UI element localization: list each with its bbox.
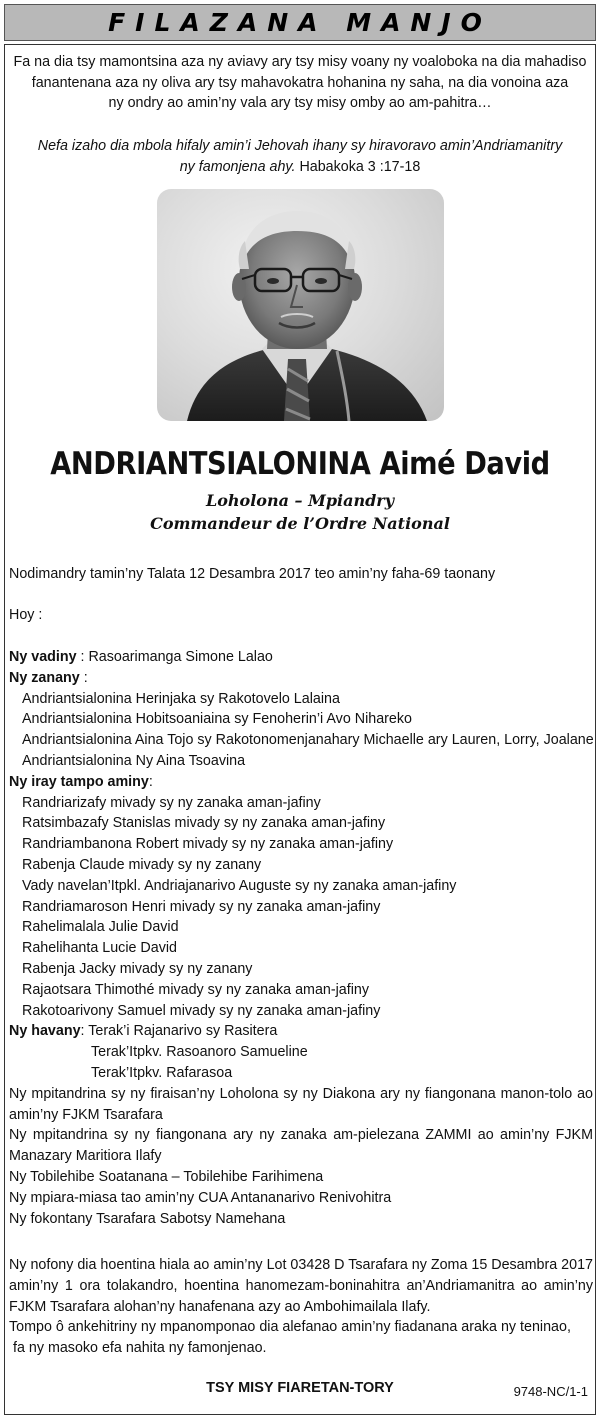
list-item: Rakotoarivony Samuel mivady sy ny zanaka aman-jafiny	[22, 1002, 381, 1019]
relatives-header	[9, 1021, 593, 1042]
reference-code: 9748-NC/1-1	[513, 1384, 588, 1399]
intro-verse	[8, 52, 592, 114]
list-item: Ny mpitandrina sy ny fiangonana ary ny zanaka am-pielezana ZAMMI ao amin’ny FJKM Manazary Maritiora Ilafy	[9, 1127, 593, 1165]
list-item: Ny mpitandrina sy ny firaisan’ny Loholona sy ny Diakona ary ny fiangonana manon-tolo ao amin’ny FJKM Tsarafara	[9, 1085, 593, 1123]
children-label: Ny zanany	[9, 669, 80, 686]
spouse-row	[9, 647, 593, 668]
intro-line: fanantenana aza ny oliva ary tsy mahavokatra hohanina ny saha, na dia vonoina aza	[31, 74, 569, 91]
intro-line: ny ondry ao amin’ny vala ary tsy misy omby ao am-pahitra…	[108, 95, 492, 111]
portrait-image	[157, 189, 444, 421]
children-header	[9, 668, 593, 689]
verse-line	[8, 157, 592, 178]
death-notice: Nodimandry tamin’ny Talata 12 Desambra 2017 teo amin’ny faha-69 taonany	[9, 566, 496, 582]
bible-verse	[8, 136, 592, 178]
siblings-header	[9, 772, 593, 793]
relatives-first: : Terak’i Rajanarivo sy Rasitera	[80, 1023, 278, 1040]
portrait-photo	[157, 189, 444, 421]
verse-reference: Habakoka 3 :17-18	[295, 159, 421, 175]
deceased-honor: Commandeur de l’Ordre National	[150, 514, 450, 533]
list-item: Rabenja Claude mivady sy ny zanany	[22, 856, 262, 873]
verse-text: ny famonjena ahy.	[179, 159, 296, 175]
children-sep: :	[79, 669, 88, 686]
siblings-label: Ny iray tampo aminy	[9, 773, 149, 790]
list-item: Terak’Itpkv. Rasoanoro Samueline	[91, 1044, 308, 1061]
hoy-label: Hoy :	[9, 607, 43, 623]
list-item: Rahelihanta Lucie David	[22, 940, 177, 957]
list-item: Randriambanona Robert mivady sy ny zanaka aman-jafiny	[22, 836, 394, 853]
siblings-sep: :	[148, 773, 153, 790]
list-item: Randriamaroson Henri mivady sy ny zanaka aman-jafiny	[22, 898, 381, 915]
list-item: Terak’Itpkv. Rafarasoa	[91, 1064, 233, 1081]
closing-prayer-line: fa ny masoko efa nahita ny famonjenao.	[9, 1340, 267, 1357]
list-item: Andriantsialonina Ny Aina Tsoavina	[22, 752, 246, 769]
list-item: Andriantsialonina Herinjaka sy Rakotovelo Lalaina	[22, 690, 340, 707]
list-item: Rabenja Jacky mivady sy ny zanany	[22, 960, 253, 977]
intro-line: Fa na dia tsy mamontsina aza ny aviavy ary tsy misy voany ny voaloboka na dia mahadiso	[13, 54, 587, 70]
closing-prayer-line: Tompo ô ankehitriny ny mpanomponao dia alefanao amin’ny fiadanana araka ny teninao,	[9, 1319, 571, 1336]
list-item: Ny mpiara-miasa tao amin’ny CUA Antananarivo Renivohitra	[9, 1189, 392, 1206]
deceased-title: Loholona – Mpiandry	[205, 491, 394, 510]
header-title: FILAZANA MANJO	[108, 8, 492, 37]
no-wake-notice: TSY MISY FIARETAN-TORY	[206, 1380, 394, 1396]
spouse-label: Ny vadiny	[9, 649, 77, 665]
list-item: Ny Tobilehibe Soatanana – Tobilehibe Farihimena	[9, 1168, 324, 1185]
spouse-value: : Rasoarimanga Simone Lalao	[76, 649, 273, 665]
list-item: Andriantsialonina Aina Tojo sy Rakotonomenjanahary Michaelle ary Lauren, Lorry, Joalane	[22, 732, 594, 749]
verse-line: Nefa izaho dia mbola hifaly amin’i Jehovah ihany sy hiravoravo amin’Andriamanitry	[37, 138, 563, 154]
funeral-details	[9, 1255, 593, 1359]
list-item: Vady navelan’Itpkl. Andriajanarivo Auguste sy ny zanaka aman-jafiny	[22, 877, 457, 894]
deceased-name: ANDRIANTSIALONINA Aimé David	[50, 446, 550, 482]
list-item: Rahelimalala Julie David	[22, 919, 179, 936]
list-item: Ratsimbazafy Stanislas mivady sy ny zanaka aman-jafiny	[22, 815, 386, 832]
family-list	[9, 647, 593, 1229]
list-item: Randriarizafy mivady sy ny zanaka aman-jafiny	[22, 794, 321, 811]
header-banner	[4, 4, 596, 41]
list-item: Andriantsialonina Hobitsoaniaina sy Fenoherin’i Avo Nihareko	[22, 711, 412, 728]
list-item: Rajaotsara Thimothé mivady sy ny zanaka aman-jafiny	[22, 981, 369, 998]
list-item: Ny fokontany Tsarafara Sabotsy Namehana	[9, 1210, 286, 1227]
relatives-label: Ny havany	[9, 1023, 81, 1040]
funeral-paragraph: Ny nofony dia hoentina hiala ao amin’ny Lot 03428 D Tsarafara ny Zoma 15 Desambra 2017 amin’ny 1 ora tolakandro, hoentina hanomezam-boninahitra an’Andriamanitra ao amin’ny FJKM Tsarafara alohan’ny hanafenana azy ao Ambohimailala Ilafy.	[9, 1257, 593, 1315]
